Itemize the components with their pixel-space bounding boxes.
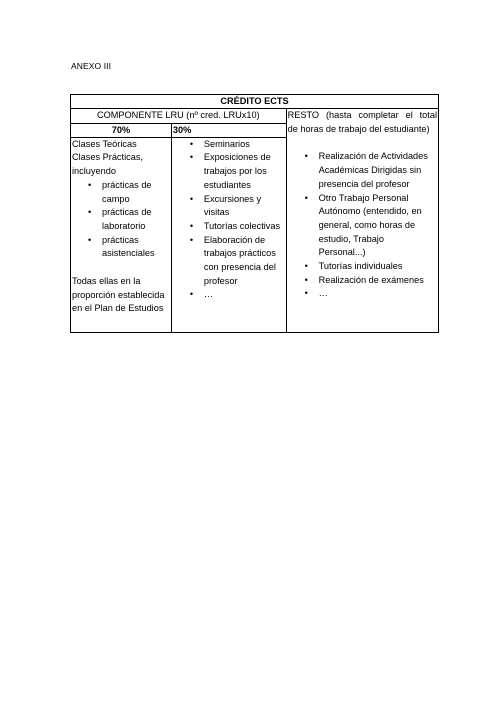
list-item: • Tutorías colectivas (173, 220, 285, 234)
percent-70: 70% (71, 123, 172, 137)
resto-header-line2: de horas de trabajo del estudiante) (287, 123, 430, 134)
list-item: • Otro Trabajo Personal Autónomo (entendido, en general, como horas de estudio, Trabajo Personal...) (304, 192, 422, 258)
list-item: • prácticas de campo (88, 179, 152, 204)
intro-line: Clases Teóricas (72, 138, 137, 149)
intro-line: incluyendo (72, 166, 116, 177)
bullet-icon: • (189, 193, 194, 204)
table-title: CRÉDITO ECTS (71, 95, 439, 109)
list-item: • prácticas de laboratorio (88, 207, 152, 231)
list-item: • … (288, 287, 437, 301)
ects-credit-table (70, 94, 439, 333)
bullet-icon: • (88, 179, 92, 190)
resto-column (286, 109, 438, 333)
col30-cell (171, 137, 286, 332)
list-item: • prácticas asistenciales (88, 234, 155, 259)
intro-line: Clases Prácticas, (72, 152, 143, 163)
resto-bullet-list (288, 150, 437, 301)
bullet-icon: • (88, 234, 92, 245)
bullet-icon: • (189, 234, 194, 245)
col70-cell (71, 137, 172, 332)
bullet-icon: • (189, 138, 194, 149)
list-item: • Tutorías individuales (288, 260, 437, 274)
bullet-icon: • (304, 288, 308, 299)
list-item: • Elaboración de trabajos prácticos con presencia del profesor (189, 234, 276, 286)
bullet-icon: • (189, 220, 194, 231)
list-item: • … (173, 288, 285, 302)
list-item: • Realización de Actividades Académicas Dirigidas sin presencia del profesor (304, 151, 428, 189)
list-item: • Realización de exámenes (288, 274, 437, 288)
col30-bullet-list (173, 138, 285, 302)
bullet-icon: • (304, 274, 308, 285)
list-item: • Excursiones y visitas (189, 193, 262, 218)
bullet-icon: • (88, 207, 92, 218)
bullet-icon: • (304, 261, 308, 272)
annex-label: ANEXO III (71, 61, 112, 71)
component-header: COMPONENTE LRU (nº cred. LRUx10) (71, 109, 287, 124)
bullet-icon: • (304, 192, 308, 203)
bullet-icon: • (189, 289, 194, 300)
list-item: • Exposiciones de trabajos por los estudiantes (189, 152, 271, 190)
resto-header-line1: RESTO (hasta completar el total (287, 110, 437, 120)
list-item: • Seminarios (173, 138, 285, 152)
percent-30: 30% (171, 123, 286, 137)
col70-bullet-list (72, 179, 170, 261)
bullet-icon: • (189, 152, 194, 163)
col70-footer: Todas ellas en la proporción establecida en el Plan de Estudios (72, 276, 165, 314)
bullet-icon: • (304, 151, 308, 162)
